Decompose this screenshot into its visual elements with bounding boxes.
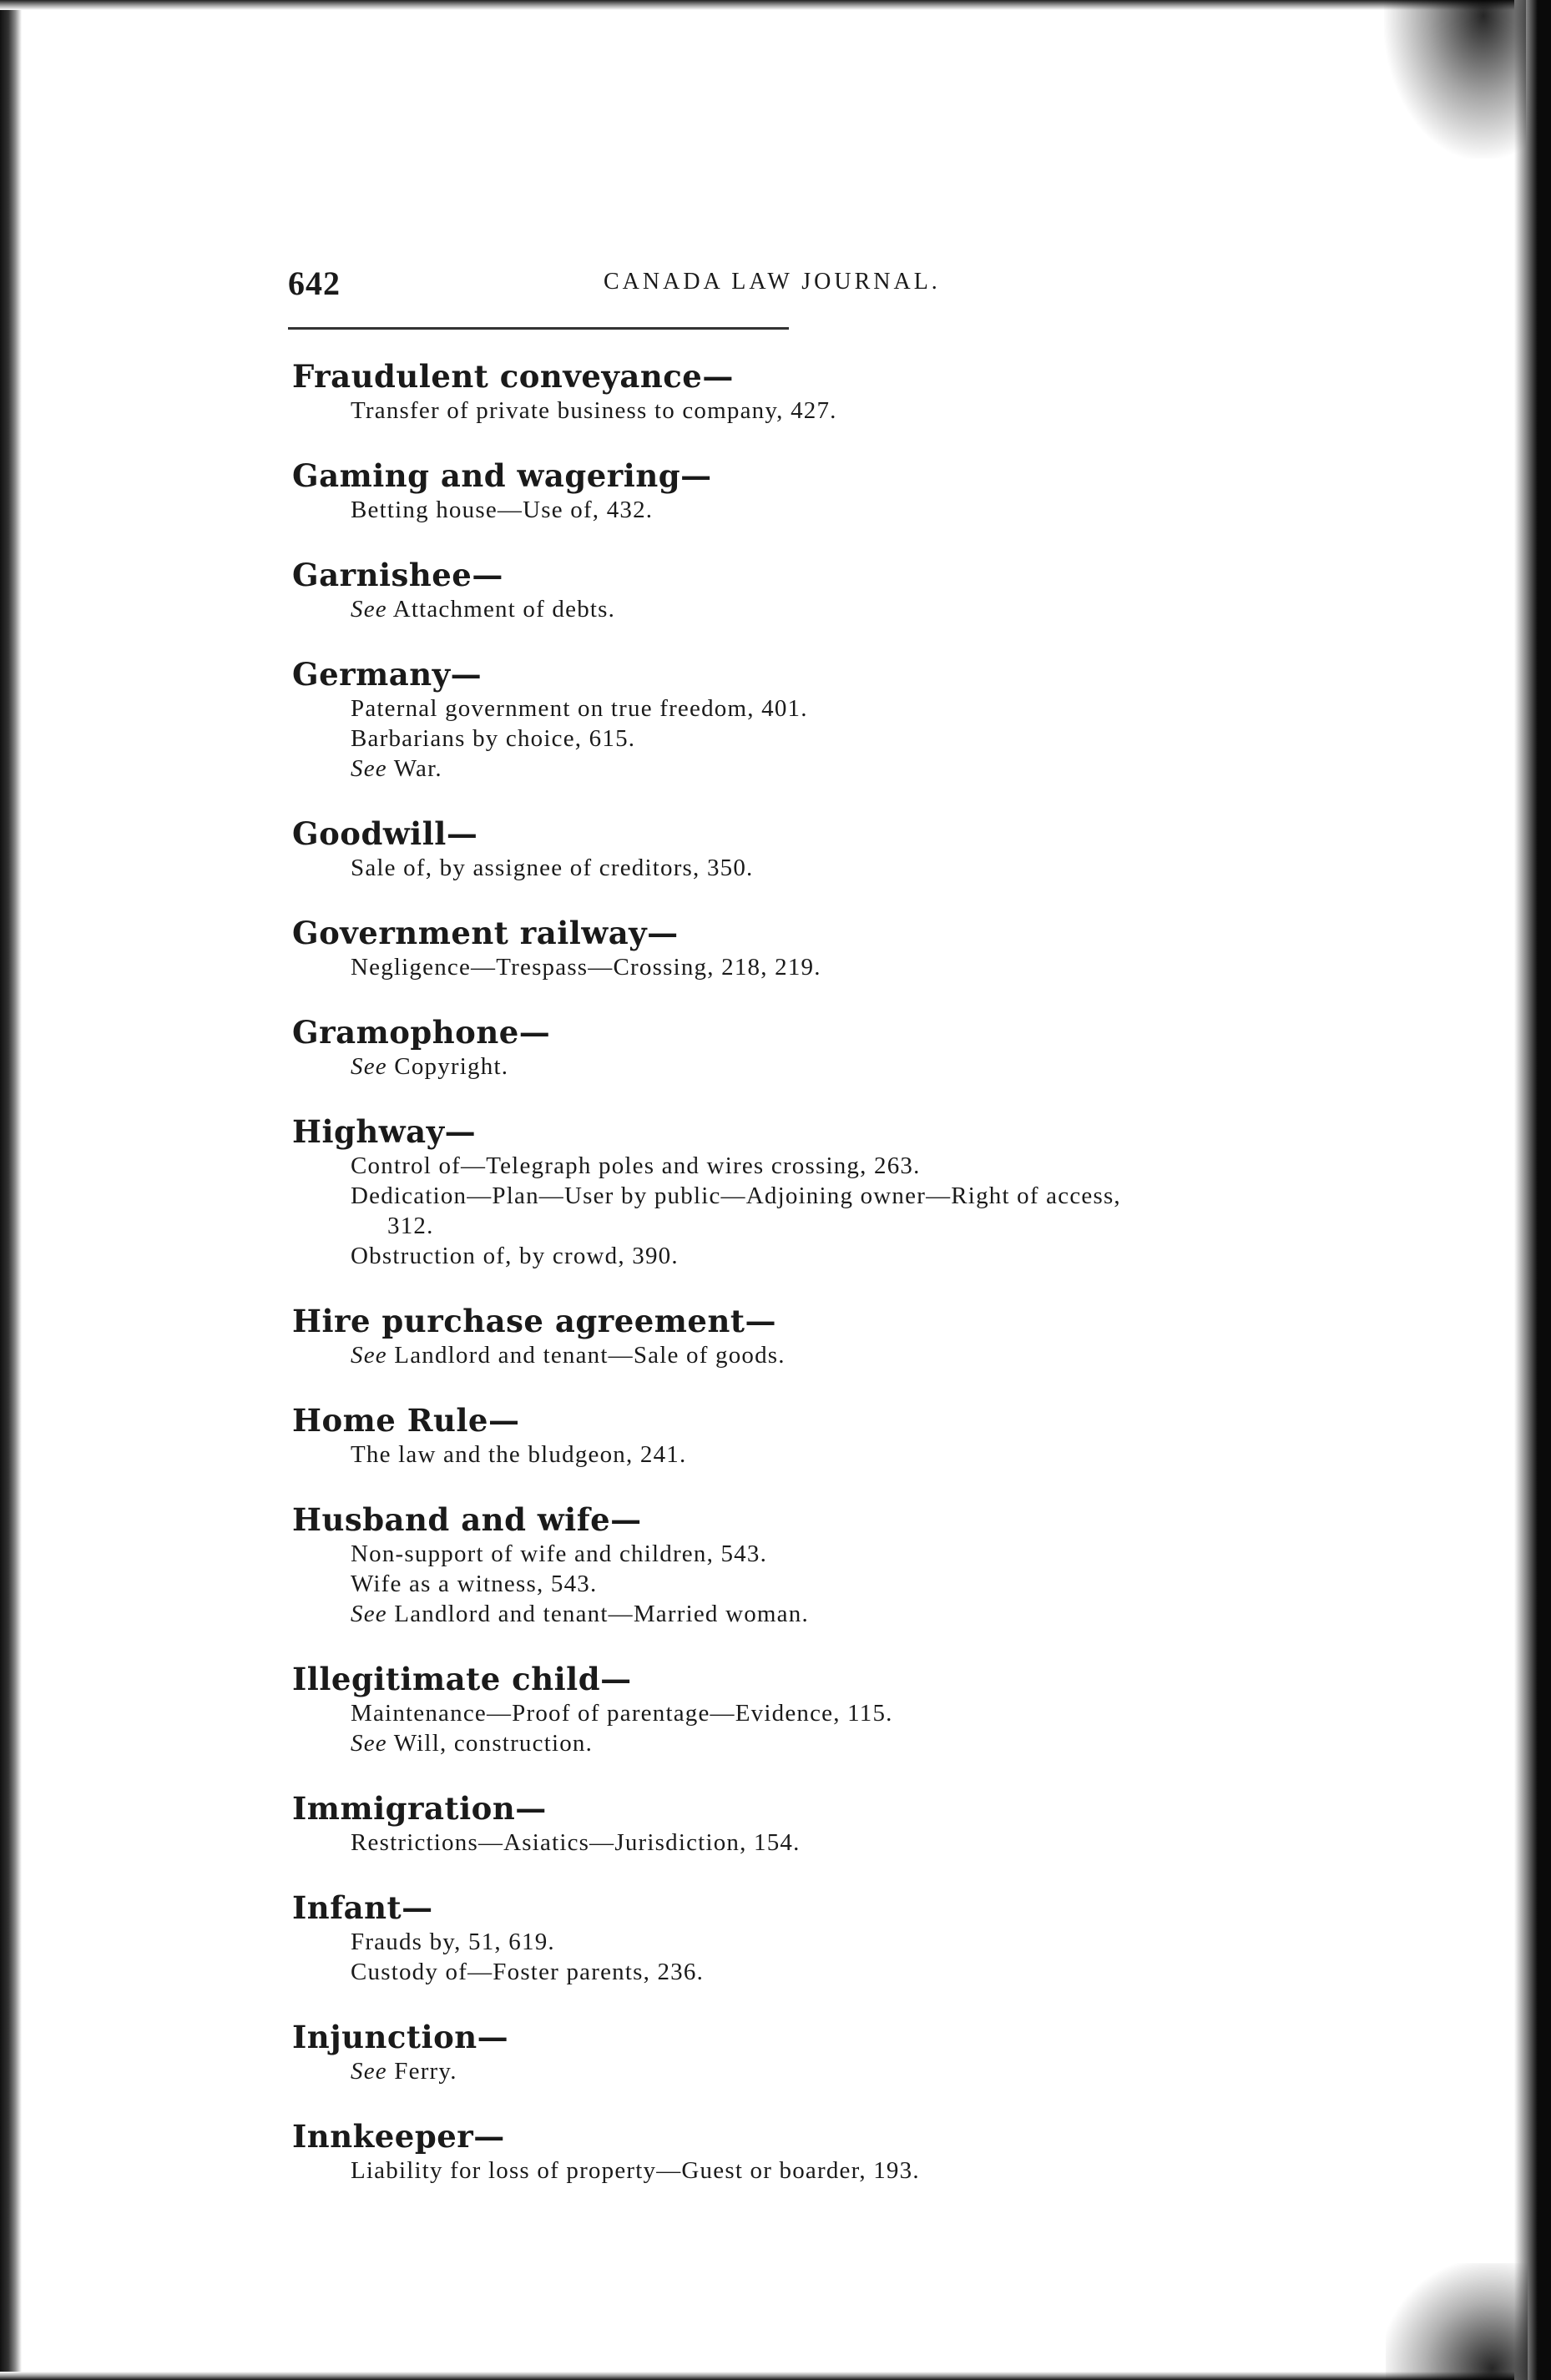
subentry-text: Dedication—Plan—User by public—Adjoining owner—Right of access,: [351, 1182, 1121, 1209]
scan-edge-left: [0, 0, 22, 2380]
index-subentry: [292, 1599, 1294, 1629]
subentry-text: Negligence—Trespass—Crossing, 218, 219.: [351, 954, 821, 981]
index-heading: Germany—: [292, 656, 482, 693]
see-reference: See: [351, 2058, 387, 2085]
index-subentry: [292, 1241, 1294, 1271]
subentry-text: Control of—Telegraph poles and wires crossing, 263.: [351, 1152, 921, 1179]
index-heading: Garnishee—: [292, 557, 503, 593]
index-subentry: [292, 1728, 1294, 1758]
index-subentry: [292, 693, 1294, 724]
see-reference: See: [351, 1342, 387, 1369]
page-number: 642: [288, 265, 341, 302]
index-entry: [292, 2018, 1294, 2086]
scan-edge-top: [0, 0, 1551, 10]
subentry-text: Restrictions—Asiatics—Jurisdiction, 154.: [351, 1829, 801, 1856]
index-heading: Immigration—: [292, 1790, 547, 1827]
index-entry: [292, 914, 1294, 982]
subentry-text: Will, construction.: [386, 1730, 594, 1757]
subentry-text: Paternal government on true freedom, 401.: [351, 695, 808, 722]
index-subentry: [292, 1181, 1294, 1211]
index-subentry: [292, 724, 1294, 754]
index-list: [292, 357, 1294, 2216]
subentry-text: Copyright.: [386, 1053, 509, 1080]
index-subentry: [292, 1211, 1294, 1241]
index-subentry: [292, 594, 1294, 624]
index-subentry: [292, 1698, 1294, 1728]
index-heading: Hire purchase agreement—: [292, 1303, 776, 1339]
index-subentry: [292, 1957, 1294, 1987]
index-heading: Gaming and wagering—: [292, 457, 712, 494]
index-entry: [292, 814, 1294, 883]
subentry-text: Transfer of private business to company, 427.: [351, 397, 837, 424]
index-subentry: [292, 1051, 1294, 1082]
index-heading: Home Rule—: [292, 1402, 520, 1439]
index-subentry: [292, 1440, 1294, 1470]
index-heading: Illegitimate child—: [292, 1661, 632, 1697]
subentry-text: Ferry.: [386, 2058, 457, 2085]
index-subentry: [292, 1828, 1294, 1858]
subentry-text: Maintenance—Proof of parentage—Evidence, 115.: [351, 1700, 893, 1727]
index-heading: Innkeeper—: [292, 2118, 505, 2155]
index-entry: [292, 1302, 1294, 1370]
index-heading: Husband and wife—: [292, 1501, 642, 1538]
index-subentry: [292, 754, 1294, 784]
scan-edge-right: [1514, 0, 1551, 2380]
index-subentry: [292, 1340, 1294, 1370]
index-heading: Government railway—: [292, 915, 679, 951]
subentry-text: Landlord and tenant—Married woman.: [386, 1601, 809, 1627]
subentry-text: War.: [386, 755, 442, 782]
scan-scuff-top: [1384, 0, 1526, 159]
subentry-text: The law and the bludgeon, 241.: [351, 1441, 687, 1468]
scan-edge-bottom: [0, 2372, 1551, 2380]
subentry-text: Landlord and tenant—Sale of goods.: [386, 1342, 786, 1369]
index-entry: [292, 1888, 1294, 1987]
subentry-text: Betting house—Use of, 432.: [351, 497, 654, 523]
subentry-text: Attachment of debts.: [386, 596, 616, 623]
index-heading: Injunction—: [292, 2019, 509, 2055]
subentry-text: Obstruction of, by crowd, 390.: [351, 1243, 679, 1269]
index-entry: [292, 357, 1294, 426]
index-entry: [292, 456, 1294, 525]
subentry-text: Frauds by, 51, 619.: [351, 1929, 555, 1955]
index-entry: [292, 1789, 1294, 1858]
index-subentry: [292, 2156, 1294, 2186]
index-entry: [292, 1013, 1294, 1082]
index-heading: Infant—: [292, 1889, 433, 1926]
index-entry: [292, 556, 1294, 624]
index-entry: [292, 1401, 1294, 1470]
header-rule: [288, 327, 789, 330]
index-subentry: [292, 952, 1294, 982]
index-subentry: [292, 495, 1294, 525]
index-entry: [292, 1112, 1294, 1271]
index-subentry: [292, 396, 1294, 426]
index-entry: [292, 1500, 1294, 1629]
index-subentry: [292, 2056, 1294, 2086]
index-subentry: [292, 1569, 1294, 1599]
see-reference: See: [351, 596, 387, 623]
index-entry: [292, 2117, 1294, 2186]
index-subentry: [292, 1151, 1294, 1181]
index-entry: [292, 1660, 1294, 1758]
subentry-text: Liability for loss of property—Guest or boarder, 193.: [351, 2157, 920, 2184]
index-heading: Fraudulent conveyance—: [292, 358, 734, 395]
subentry-text: Barbarians by choice, 615.: [351, 725, 636, 752]
running-head: CANADA LAW JOURNAL.: [604, 269, 941, 295]
see-reference: See: [351, 1730, 387, 1757]
index-entry: [292, 655, 1294, 784]
index-heading: Highway—: [292, 1113, 477, 1150]
page-header: [288, 264, 1256, 305]
index-subentry: [292, 1539, 1294, 1569]
see-reference: See: [351, 1053, 387, 1080]
subentry-text: Wife as a witness, 543.: [351, 1571, 598, 1597]
subentry-text: Custody of—Foster parents, 236.: [351, 1959, 705, 1985]
see-reference: See: [351, 1601, 387, 1627]
index-heading: Goodwill—: [292, 815, 478, 852]
index-subentry: [292, 853, 1294, 883]
subentry-text: Sale of, by assignee of creditors, 350.: [351, 855, 754, 881]
scan-scuff-bottom: [1386, 2263, 1528, 2380]
index-subentry: [292, 1927, 1294, 1957]
index-heading: Gramophone—: [292, 1014, 551, 1051]
see-reference: See: [351, 755, 387, 782]
subentry-text: 312.: [387, 1213, 434, 1239]
subentry-text: Non-support of wife and children, 543.: [351, 1540, 768, 1567]
